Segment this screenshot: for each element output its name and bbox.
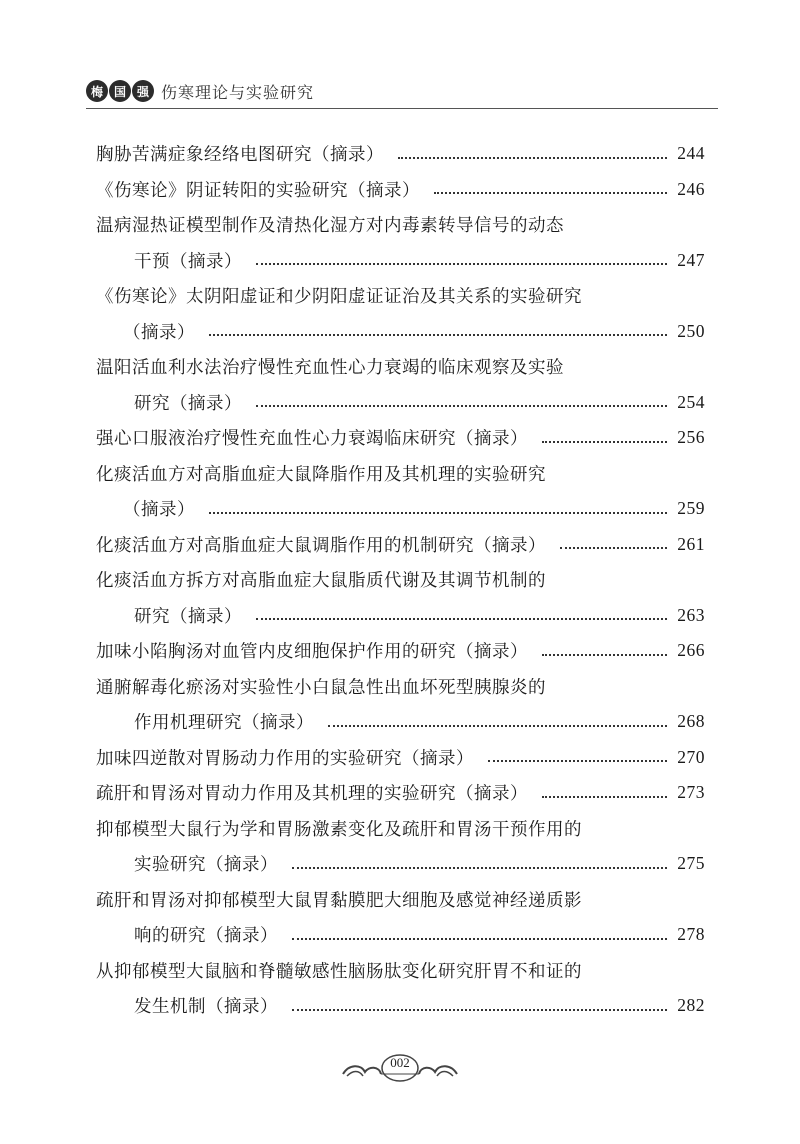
dot-leader — [542, 654, 667, 656]
toc-entry — [0, 207, 800, 243]
toc-entry — [0, 633, 800, 669]
toc-entry-title: 响的研究（摘录） — [134, 926, 278, 947]
header-rule — [86, 108, 718, 109]
logo-char: 国 — [109, 80, 131, 102]
toc-page-number: 250 — [677, 320, 705, 341]
toc-page-number: 266 — [677, 640, 705, 661]
dot-leader — [256, 618, 667, 620]
toc-page-number: 256 — [677, 427, 705, 448]
dot-leader — [398, 157, 667, 159]
toc-entry — [0, 775, 800, 811]
dot-leader — [209, 334, 667, 336]
toc-entry — [0, 456, 800, 492]
toc-entry — [0, 882, 800, 918]
toc-entry-continuation — [0, 314, 800, 350]
dot-leader — [488, 760, 667, 762]
dot-leader — [292, 1009, 667, 1011]
toc-entry-title: 胸胁苦满症象经络电图研究（摘录） — [96, 145, 384, 166]
toc-page-number: 270 — [677, 746, 705, 767]
toc-entry-continuation — [0, 598, 800, 634]
toc-entry — [0, 278, 800, 314]
dot-leader — [542, 441, 667, 443]
toc-entry-title: 疏肝和胃汤对胃动力作用及其机理的实验研究（摘录） — [96, 784, 528, 805]
toc-page-number: 273 — [677, 782, 705, 803]
book-title: 伤寒理论与实验研究 — [161, 82, 315, 102]
toc-entry-continuation — [0, 704, 800, 740]
logo-char: 梅 — [86, 80, 108, 102]
toc-entry-title: 实验研究（摘录） — [134, 855, 278, 876]
dot-leader — [434, 192, 667, 194]
page-number: 002 — [390, 1055, 410, 1070]
dot-leader — [542, 796, 667, 798]
toc-entry — [0, 811, 800, 847]
toc-entry-title: 抑郁模型大鼠行为学和胃肠激素变化及疏肝和胃汤干预作用的 — [96, 819, 582, 840]
toc-entry — [0, 349, 800, 385]
dot-leader — [256, 405, 667, 407]
running-header — [86, 73, 726, 109]
toc-entry — [0, 669, 800, 705]
dot-leader — [256, 263, 667, 265]
toc-page-number: 254 — [677, 391, 705, 412]
toc-entry-title: 强心口服液治疗慢性充血性心力衰竭临床研究（摘录） — [96, 429, 528, 450]
toc-entry-title: 通腑解毒化瘀汤对实验性小白鼠急性出血坏死型胰腺炎的 — [96, 677, 546, 698]
toc-entry-title: 疏肝和胃汤对抑郁模型大鼠胃黏膜肥大细胞及感觉神经递质影 — [96, 890, 582, 911]
toc-page-number: 263 — [677, 604, 705, 625]
toc-entry-title: 化痰活血方拆方对高脂血症大鼠脂质代谢及其调节机制的 — [96, 571, 546, 592]
toc-entry-title: （摘录） — [123, 322, 195, 343]
table-of-contents — [0, 136, 800, 1024]
toc-entry-title: 发生机制（摘录） — [134, 997, 278, 1018]
toc-entry-continuation — [0, 491, 800, 527]
toc-entry-title: 《伤寒论》太阴阳虚证和少阴阳虚证证治及其关系的实验研究 — [96, 287, 582, 308]
toc-page-number: 244 — [677, 143, 705, 164]
toc-entry-title: 从抑郁模型大鼠脑和脊髓敏感性脑肠肽变化研究肝胃不和证的 — [96, 961, 582, 982]
toc-page-number: 282 — [677, 995, 705, 1016]
series-logo — [86, 80, 155, 102]
toc-entry-continuation — [0, 243, 800, 279]
toc-entry — [0, 953, 800, 989]
toc-entry-title: 化痰活血方对高脂血症大鼠降脂作用及其机理的实验研究 — [96, 464, 546, 485]
toc-entry — [0, 172, 800, 208]
toc-entry-title: 加味小陷胸汤对血管内皮细胞保护作用的研究（摘录） — [96, 642, 528, 663]
dot-leader — [328, 725, 667, 727]
toc-entry — [0, 740, 800, 776]
toc-page-number: 275 — [677, 853, 705, 874]
toc-entry-continuation — [0, 385, 800, 421]
toc-entry — [0, 562, 800, 598]
toc-entry-title: 温阳活血利水法治疗慢性充血性心力衰竭的临床观察及实验 — [96, 358, 564, 379]
toc-entry-continuation — [0, 846, 800, 882]
toc-entry — [0, 420, 800, 456]
toc-page-number: 246 — [677, 178, 705, 199]
toc-entry-title: 《伤寒论》阴证转阳的实验研究（摘录） — [96, 180, 420, 201]
toc-page-number: 278 — [677, 924, 705, 945]
toc-page-number: 259 — [677, 498, 705, 519]
dot-leader — [292, 938, 667, 940]
dot-leader — [292, 867, 667, 869]
toc-entry-continuation — [0, 988, 800, 1024]
toc-entry-title: 温病湿热证模型制作及清热化湿方对内毒素转导信号的动态 — [96, 216, 564, 237]
toc-entry-title: 作用机理研究（摘录） — [134, 713, 314, 734]
dot-leader — [209, 512, 667, 514]
toc-entry-title: 化痰活血方对高脂血症大鼠调脂作用的机制研究（摘录） — [96, 535, 546, 556]
toc-page-number: 261 — [677, 533, 705, 554]
toc-entry-title: 加味四逆散对胃肠动力作用的实验研究（摘录） — [96, 748, 474, 769]
dot-leader — [560, 547, 667, 549]
toc-entry — [0, 527, 800, 563]
toc-entry-title: （摘录） — [123, 500, 195, 521]
logo-char: 强 — [132, 80, 154, 102]
toc-page-number: 268 — [677, 711, 705, 732]
toc-entry-title: 研究（摘录） — [134, 393, 242, 414]
toc-entry-title: 研究（摘录） — [134, 606, 242, 627]
toc-page-number: 247 — [677, 249, 705, 270]
toc-entry — [0, 136, 800, 172]
toc-entry-continuation — [0, 917, 800, 953]
toc-entry-title: 干预（摘录） — [134, 251, 242, 272]
